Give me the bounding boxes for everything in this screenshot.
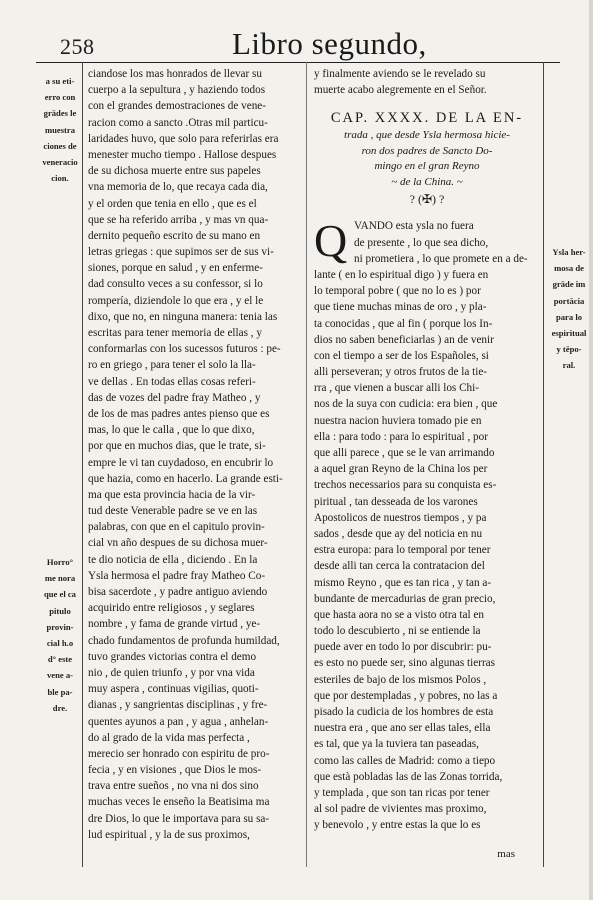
text-line: y el orden que tenia en ello , que es el <box>88 197 257 210</box>
text-line: lante ( en lo espiritual digo ) y fuera en <box>314 268 489 281</box>
text-line: como las calles de Madrid: como a tiepo <box>314 754 496 767</box>
text-line: dad consulto veces a su confessor, si lo <box>88 278 263 291</box>
text-line: a su eti- <box>45 76 75 86</box>
continuation-lines <box>314 66 540 98</box>
text-line: muy aspera , continuas vigilias, quoti- <box>88 683 259 696</box>
text-line: pitulo <box>49 605 71 616</box>
text-line: ro en griego , para tener el solo la lla- <box>88 359 256 372</box>
text-line: racion como a sancto .Otras mil particu- <box>88 116 268 129</box>
text-line: todo lo descubierto , ni se entiende la <box>314 625 481 638</box>
text-line: nio , de quien triunfo , y por vna vida <box>88 666 255 679</box>
text-line: te dio noticia de ella , diciendo . En la <box>88 553 258 566</box>
chapter-body-lines <box>314 215 540 833</box>
chapter-heading-block <box>314 108 540 208</box>
text-line: trechos necessarios para su conquista es- <box>314 479 497 492</box>
page-edge-shadow <box>589 0 593 900</box>
text-line: tuvo grandes victorias contra el demo <box>88 650 257 663</box>
text-line: vna memoria de lo, que recaya cada dia, <box>88 181 268 194</box>
column-divider <box>306 62 307 867</box>
text-line: ble pa- <box>47 686 73 697</box>
text-line: es esto no puede ser, sino algunas tierras <box>314 657 495 670</box>
text-line: cial vn año despues de su dichosa muer- <box>88 537 268 550</box>
text-line: das de vozes del padre fray Matheo , y <box>88 391 261 404</box>
text-line: muestra <box>44 124 76 135</box>
text-line: bundante de mercadurias de gran precio, <box>314 592 496 605</box>
text-line: merecio ser honrado con espiritu de pro- <box>88 747 270 760</box>
header-rule <box>36 62 560 63</box>
text-line: laridades huvo, que solo para referirlas era <box>88 132 279 145</box>
text-line: grāde im <box>552 279 586 290</box>
text-line: de presente , lo que sea dicho, <box>354 236 489 249</box>
text-line: rra , que vienen a buscar alli los Chi- <box>314 382 479 395</box>
text-line: letras griegas : que supimos ser de sus vi- <box>88 246 274 259</box>
margin-note-right <box>547 247 591 377</box>
text-line: vene a- <box>46 670 73 681</box>
chapter-subtitle <box>314 128 540 190</box>
text-line: piritual , tan desseada de los varones <box>314 495 478 508</box>
text-line: provin- <box>46 621 74 632</box>
right-text-column <box>314 66 540 834</box>
text-line: escritas para tener memoria de ellas , y <box>88 327 262 339</box>
right-margin-rule <box>543 62 544 867</box>
text-line: d° este <box>47 654 73 665</box>
text-line: que està pobladas las de las Zonas torrida, <box>314 770 503 783</box>
text-line: rompería, diziendole lo que era , y el le <box>88 294 264 307</box>
running-title: Libro segundo, <box>232 26 427 61</box>
text-line: cuerpo a la sepultura , y haziendo todos <box>88 84 266 97</box>
text-line: grādes le <box>43 108 77 119</box>
text-line: ron dos padres de Sancto Do- <box>361 144 493 157</box>
chapter-body <box>314 215 540 833</box>
text-line: que tiene muchas minas de oro , y pla- <box>314 301 487 314</box>
text-line: VANDO esta ysla no fuera <box>354 220 474 233</box>
text-line: muchas veces le enseño la Beatisima ma <box>88 796 270 809</box>
text-line: do al grado de la vida mas perfecta , <box>88 731 250 744</box>
text-line: portācia <box>553 295 585 306</box>
text-line: que se ha referido arriba , y mas vn qua- <box>88 213 269 226</box>
text-line: que el ca <box>44 589 76 600</box>
margin-note-left-top <box>38 76 82 189</box>
left-text-column <box>88 66 302 843</box>
text-line: Horro° <box>46 557 74 567</box>
text-line: ve dellas . En todas ellas cosas referi- <box>88 375 256 388</box>
text-line: a aquel gran Reyno de la China los per <box>314 463 488 476</box>
text-line: mosa de <box>554 263 584 274</box>
text-line: empre le vi tan cuydadoso, en encubrir lo <box>88 456 274 469</box>
margin-note-left-bottom <box>38 557 82 719</box>
text-line: que por destempladas , y pobres, no las a <box>314 689 498 702</box>
text-line: me nora <box>44 573 76 584</box>
text-line: ral. <box>562 360 576 371</box>
text-line: estra europa: para lo temporal por tener <box>314 544 491 557</box>
text-line: bisa sacerdote , y padre antiguo aviendo <box>88 586 268 598</box>
text-line: dios no saben beneficiarlas ) an de venir <box>314 333 494 346</box>
text-line: ta conocidas , que al fin ( porque los In- <box>314 317 493 330</box>
text-line: mismo Reyno , que es tan rica , y tan a- <box>314 576 492 589</box>
text-line: de su dichosa muerte entre sus papeles <box>88 165 261 178</box>
text-line: muerte acabo alegremente en el Señor. <box>314 84 487 97</box>
text-line: dianas , y sangrientas disciplinas , y fre- <box>88 699 268 712</box>
text-line: con el grandes demostraciones de vene- <box>88 100 266 113</box>
text-line: siones, porque en salud , y en enferme- <box>88 262 263 275</box>
page-number: 258 <box>60 34 95 59</box>
text-line: y finalmente aviendo se le revelado su <box>314 68 486 80</box>
text-line: conformarlas con los sucessos futuros : pe- <box>88 343 281 356</box>
text-line: lud espiritual , y la de sus proximos, <box>88 828 250 841</box>
text-line: puede aver en todo lo por discubrir: pu- <box>314 641 492 654</box>
text-line: nuestra era , que ano ser ellas tales, ella <box>314 722 491 735</box>
text-line: para lo <box>555 311 583 322</box>
text-line: quentes ayunos a pan , y agua , anhelan- <box>88 715 269 728</box>
text-line: ciones de <box>43 140 77 151</box>
text-line: pisado la cudicia de los hombres de esta <box>314 706 494 718</box>
text-line: nombre , y fama de grande virtud , ye- <box>88 618 261 631</box>
text-line: y tēpo- <box>556 344 582 355</box>
text-line: dixo, que no, en ninguna manera: tenia las <box>88 310 278 323</box>
text-line: ciandose los mas honrados de llevar su <box>88 68 262 80</box>
text-line: menester mucho tiempo . Hallose despues <box>88 148 277 161</box>
text-line: que hazia, como en hacerlo. La grande esti- <box>88 472 283 485</box>
text-line: alli perseveran; y otros frutos de la tie- <box>314 366 488 379</box>
text-line: de los de mas padres antes pienso que es <box>88 407 270 420</box>
text-line: que hasta aora no se a visto otra tal en <box>314 608 484 621</box>
text-line: espiritual <box>551 327 587 338</box>
text-line: dernito pequeño escrito de su mano en <box>88 229 261 242</box>
text-line: Apostolicos de nuestros tiempos , y pa <box>314 511 487 524</box>
chapter-heading: CAP. XXXX. DE LA EN- <box>330 110 524 127</box>
text-line: mingo en el gran Reyno <box>374 160 480 173</box>
text-line: ma que esta provincia hacia de la vir- <box>88 488 256 501</box>
drop-cap: Q <box>314 215 348 267</box>
text-line: esteriles de bajo de los mismos Polos , <box>314 673 487 686</box>
text-line: mas, lo que le calla , que lo que dixo, <box>88 424 255 437</box>
text-line: Ysla hermosa el padre fray Matheo Co- <box>88 569 266 582</box>
text-line: por que en muchos dias, que le trate, si- <box>88 440 266 453</box>
left-margin-rule <box>82 62 83 867</box>
text-line: cion. <box>51 173 69 184</box>
catchword: mas <box>497 848 515 860</box>
text-line: ella : para todo : para lo espiritual , por <box>314 430 488 443</box>
text-line: al sol padre de vivientes mas proximo, <box>314 803 487 816</box>
text-line: trada , que desde Ysla hermosa hicie- <box>344 129 510 142</box>
text-line: y templada , que son tan ricas por tener <box>314 786 490 799</box>
text-line: acquirido entre religiosos , y seglares <box>88 602 255 615</box>
text-line: fecia , y en visiones , que Dios le mos- <box>88 764 262 777</box>
text-line: es tal, que ya la tuviera tan paseadas, <box>314 738 479 751</box>
text-line: nos de la suya con cudicia: era bien , que <box>314 398 498 411</box>
text-line: palabras, con que en el capitulo provin- <box>88 521 265 534</box>
text-line: trava entre sueños , no vna ni dos sino <box>88 780 259 793</box>
text-line: sados , desde que ay del noticia en nu <box>314 527 483 540</box>
text-line: ~ de la China. ~ <box>391 175 463 188</box>
text-line: tud deste Venerable padre se ve en las <box>88 505 258 518</box>
text-line: dre. <box>52 702 68 713</box>
text-line: erro con <box>44 92 76 103</box>
text-line: desde alli tan cerca la contratacion del <box>314 560 485 573</box>
text-line: nuestra nacion huviera tomado pie en <box>314 414 482 427</box>
text-line: ni prometiera , lo que promete en a de- <box>354 252 528 265</box>
text-line: cial h.o <box>46 637 74 648</box>
text-line: dre Dios, lo que le importava para su sa- <box>88 812 270 825</box>
text-line: veneracio <box>42 156 78 167</box>
text-line: y benevolo , y entre estas la que lo es <box>314 819 481 832</box>
text-line: con el tiempo a ser de los Españoles, si <box>314 349 489 362</box>
text-line: lo temporal pobre ( que no lo es ) por <box>314 285 481 298</box>
text-line: que alli parece , que se le van arrimando <box>314 447 495 459</box>
text-line: chado fundamentos de profunda humildad, <box>88 634 280 647</box>
text-line: Ysla her- <box>552 247 586 257</box>
ornament-cross: ? (✠) ? <box>409 192 445 207</box>
